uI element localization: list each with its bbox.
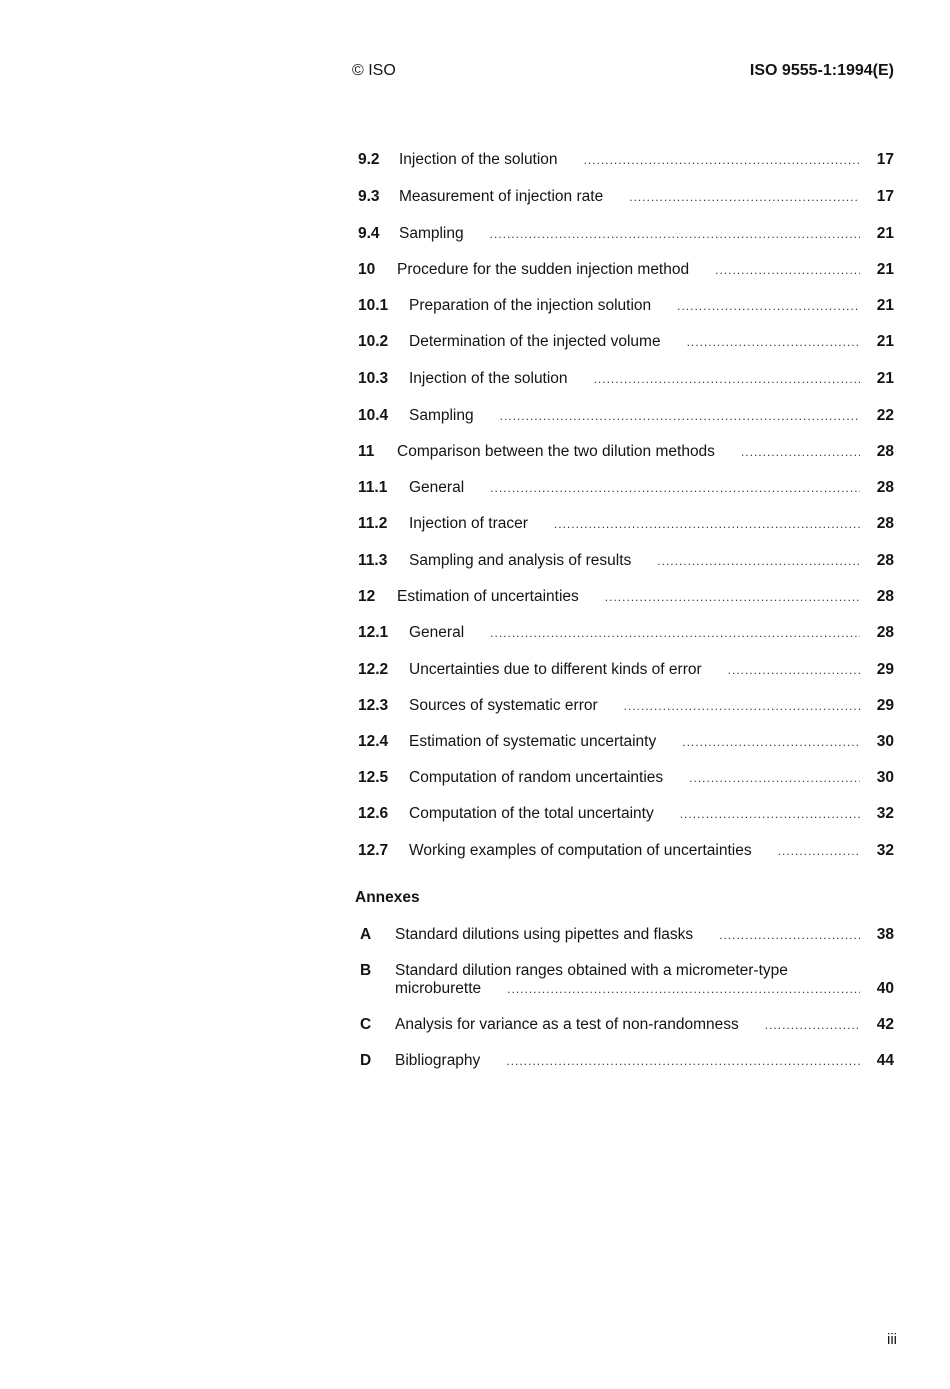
toc-title: Measurement of injection rate (399, 188, 604, 205)
toc-entry[interactable] (358, 369, 894, 389)
toc-title: Sampling (409, 407, 474, 424)
dot-leader (490, 623, 860, 643)
toc-page: 29 (876, 661, 894, 678)
toc-entry[interactable] (358, 187, 894, 207)
annex-page: 44 (876, 1052, 894, 1069)
toc-page: 21 (876, 225, 894, 242)
toc-entry[interactable] (358, 804, 894, 824)
annex-entry[interactable] (360, 1015, 894, 1035)
toc-page: 28 (876, 443, 894, 460)
dot-leader (594, 369, 860, 389)
annex-title: Bibliography (395, 1052, 481, 1069)
toc-title: Preparation of the injection solution (409, 297, 652, 314)
toc-number: 11.3 (358, 552, 388, 569)
toc-title: Sources of systematic error (409, 697, 598, 714)
dot-leader (719, 925, 860, 945)
toc-number: 10.3 (358, 370, 389, 387)
annexes-heading: Annexes (355, 889, 420, 906)
dot-leader (500, 406, 860, 426)
annex-title-line1: Standard dilution ranges obtained with a micrometer-type (395, 962, 788, 979)
toc-page: 21 (876, 261, 894, 278)
annex-letter: D (360, 1052, 372, 1069)
toc-number: 12.6 (358, 805, 389, 822)
dot-leader (629, 187, 860, 207)
dot-leader (715, 260, 860, 280)
toc-entry[interactable] (358, 442, 894, 462)
dot-leader (657, 551, 860, 571)
toc-page: 32 (876, 805, 894, 822)
dot-leader (728, 660, 860, 680)
toc-entry[interactable] (358, 332, 894, 352)
toc-title: Uncertainties due to different kinds of error (409, 661, 702, 678)
dot-leader (506, 1051, 860, 1071)
annex-entry[interactable] (360, 925, 894, 945)
annex-page: 42 (876, 1016, 894, 1033)
annex-title-line2: microburette (395, 980, 482, 997)
toc-entry[interactable] (358, 150, 894, 170)
toc-number: 11.1 (358, 479, 388, 496)
dot-leader (765, 1015, 860, 1035)
toc-title: Estimation of systematic uncertainty (409, 733, 657, 750)
annex-letter: C (360, 1016, 372, 1033)
toc-entry[interactable] (358, 768, 894, 788)
toc-entry[interactable] (358, 514, 894, 534)
toc-page: 32 (876, 842, 894, 859)
toc-title: Working examples of computation of uncertainties (409, 842, 752, 859)
toc-entry[interactable] (358, 406, 894, 426)
toc-number: 10.2 (358, 333, 389, 350)
annex-title: Standard dilutions using pipettes and flasks (395, 926, 694, 943)
header-standard-id: ISO 9555-1:1994(E) (749, 62, 894, 79)
dot-leader (689, 768, 860, 788)
toc-number: 9.2 (358, 151, 380, 168)
toc-number: 12.5 (358, 769, 389, 786)
dot-leader (677, 296, 860, 316)
dot-leader (490, 478, 860, 498)
toc-page: 28 (876, 588, 894, 605)
toc-entry[interactable] (358, 660, 894, 680)
annex-entry[interactable] (360, 962, 894, 998)
toc-number: 12.2 (358, 661, 389, 678)
toc-title: Sampling (399, 225, 464, 242)
toc-entry[interactable] (358, 696, 894, 716)
toc-page: 17 (876, 188, 894, 205)
toc-title: Sampling and analysis of results (409, 552, 632, 569)
toc-entry[interactable] (358, 224, 894, 244)
toc-page: 21 (876, 297, 894, 314)
page-number: iii (887, 1331, 897, 1348)
toc-entry[interactable] (358, 587, 894, 607)
toc-page: 28 (876, 515, 894, 532)
toc-page: 28 (876, 624, 894, 641)
toc-page: 21 (876, 333, 894, 350)
dot-leader (778, 841, 860, 861)
annex-letter: A (360, 926, 372, 943)
toc-title: Injection of tracer (409, 515, 528, 532)
toc-page: 30 (876, 769, 894, 786)
dot-leader (680, 804, 860, 824)
toc-entry[interactable] (358, 296, 894, 316)
annex-entry[interactable] (360, 1051, 894, 1071)
toc-number: 10 (358, 261, 376, 278)
annex-page: 40 (876, 980, 894, 997)
dot-leader (687, 332, 860, 352)
toc-entry[interactable] (358, 841, 894, 861)
header-copyright: © ISO (352, 62, 396, 79)
toc-number: 12.4 (358, 733, 389, 750)
dot-leader (624, 696, 860, 716)
toc-number: 10.1 (358, 297, 389, 314)
dot-leader (605, 587, 860, 607)
toc-title: Estimation of uncertainties (397, 588, 579, 605)
toc-number: 12.3 (358, 697, 389, 714)
toc-title: Injection of the solution (409, 370, 568, 387)
toc-entry[interactable] (358, 551, 894, 571)
annex-title: Analysis for variance as a test of non-randomness (395, 1016, 739, 1033)
toc-page: 17 (876, 151, 894, 168)
toc-entry[interactable] (358, 623, 894, 643)
toc-title: Injection of the solution (399, 151, 558, 168)
toc-number: 11 (358, 443, 375, 460)
toc-page: 28 (876, 479, 894, 496)
dot-leader (490, 224, 860, 244)
toc-title: Procedure for the sudden injection method (397, 261, 690, 278)
dot-leader (741, 442, 860, 462)
toc-number: 9.3 (358, 188, 380, 205)
toc-title: General (409, 479, 465, 496)
toc-title: Computation of random uncertainties (409, 769, 664, 786)
toc-number: 12.7 (358, 842, 389, 859)
toc-number: 9.4 (358, 225, 380, 242)
toc-title: Comparison between the two dilution methods (397, 443, 715, 460)
dot-leader (554, 514, 860, 534)
toc-number: 10.4 (358, 407, 389, 424)
toc-title: Computation of the total uncertainty (409, 805, 654, 822)
toc-entry[interactable] (358, 478, 894, 498)
toc-title: General (409, 624, 465, 641)
dot-leader (507, 980, 860, 998)
dot-leader (682, 732, 860, 752)
toc-title: Determination of the injected volume (409, 333, 661, 350)
toc-number: 12 (358, 588, 376, 605)
dot-leader (584, 150, 860, 170)
toc-page: 22 (876, 407, 894, 424)
toc-number: 12.1 (358, 624, 389, 641)
toc-entry[interactable] (358, 260, 894, 280)
toc-page: 30 (876, 733, 894, 750)
annex-page: 38 (876, 926, 894, 943)
toc-page: 21 (876, 370, 894, 387)
toc-page: 28 (876, 552, 894, 569)
toc-page: 29 (876, 697, 894, 714)
toc-number: 11.2 (358, 515, 388, 532)
annex-letter: B (360, 962, 372, 979)
toc-entry[interactable] (358, 732, 894, 752)
